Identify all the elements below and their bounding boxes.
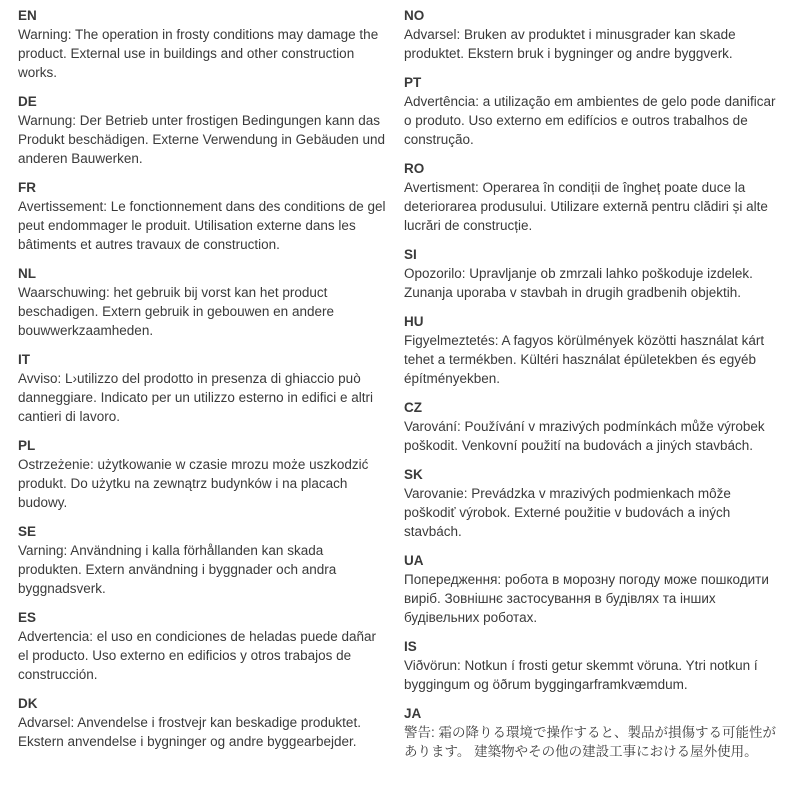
warning-text-it: Avviso: L›utilizzo del prodotto in presenza di ghiaccio può danneggiare. Indicato per un utilizzo esterno in edifici e altri cantieri di lavoro. bbox=[18, 371, 373, 424]
lang-section-en bbox=[18, 6, 390, 82]
lang-section-sk bbox=[404, 465, 776, 541]
language-code-no: NO bbox=[404, 8, 425, 23]
lang-section-hu bbox=[404, 312, 776, 388]
language-code-sk: SK bbox=[404, 467, 423, 482]
warning-text-ja: 警告: 霜の降りる環境で操作すると、製品が損傷する可能性があります。 建築物やその他の建設工事における屋外使用。 bbox=[404, 725, 777, 759]
left-column bbox=[18, 6, 390, 800]
language-code-pt: PT bbox=[404, 75, 422, 90]
language-code-pl: PL bbox=[18, 438, 36, 453]
lang-section-cz bbox=[404, 398, 776, 455]
lang-section-dk bbox=[18, 694, 390, 751]
lang-section-no bbox=[404, 6, 776, 63]
language-code-is: IS bbox=[404, 639, 417, 654]
warning-text-sk: Varovanie: Prevádzka v mrazivých podmienkach môže poškodiť výrobok. Externé použitie v budovách a iných stavbách. bbox=[404, 486, 731, 539]
warning-text-dk: Advarsel: Anvendelse i frostvejr kan beskadige produktet. Ekstern anvendelse i bygninger og andre byggearbejder. bbox=[18, 715, 361, 749]
warning-text-se: Varning: Användning i kalla förhållanden kan skada produkten. Extern användning i byggnader och andra byggnadsverk. bbox=[18, 543, 337, 596]
lang-section-ja bbox=[404, 704, 776, 761]
lang-section-fr bbox=[18, 178, 390, 254]
language-code-es: ES bbox=[18, 610, 37, 625]
language-code-en: EN bbox=[18, 8, 37, 23]
language-code-se: SE bbox=[18, 524, 37, 539]
warning-text-en: Warning: The operation in frosty conditions may damage the product. External use in buildings and other construction works. bbox=[18, 27, 379, 80]
lang-section-nl bbox=[18, 264, 390, 340]
right-column bbox=[404, 6, 776, 800]
lang-section-ro bbox=[404, 159, 776, 235]
warning-text-no: Advarsel: Bruken av produktet i minusgrader kan skade produktet. Ekstern bruk i bygninger og andre byggverk. bbox=[404, 27, 736, 61]
warning-text-si: Opozorilo: Upravljanje ob zmrzali lahko poškoduje izdelek. Zunanja uporaba v stavbah in drugih gradbenih objektih. bbox=[404, 266, 753, 300]
language-code-fr: FR bbox=[18, 180, 36, 195]
language-code-de: DE bbox=[18, 94, 37, 109]
language-code-nl: NL bbox=[18, 266, 36, 281]
warning-text-pl: Ostrzeżenie: użytkowanie w czasie mrozu może uszkodzić produkt. Do użytku na zewnątrz budynków i na placach budowy. bbox=[18, 457, 369, 510]
lang-section-se bbox=[18, 522, 390, 598]
language-code-ro: RO bbox=[404, 161, 425, 176]
language-code-ja: JA bbox=[404, 706, 422, 721]
warning-text-es: Advertencia: el uso en condiciones de heladas puede dañar el producto. Uso externo en edificios y otros trabajos de construcción. bbox=[18, 629, 377, 682]
warning-text-ua: Попередження: робота в морозну погоду може пошкодити виріб. Зовнішнє застосування в будівлях та інших будівельних роботах. bbox=[404, 572, 769, 625]
warning-text-pt: Advertência: a utilização em ambientes de gelo pode danificar o produto. Uso externo em edifícios e outros trabalhos de construção. bbox=[404, 94, 776, 147]
warning-text-is: Viðvörun: Notkun í frosti getur skemmt vöruna. Ytri notkun í byggingum og öðrum byggingarframkvæmdum. bbox=[404, 658, 758, 692]
warning-text-fr: Avertissement: Le fonctionnement dans des conditions de gel peut endommager le produit. Utilisation externe dans les bâtiments et autres travaux de construction. bbox=[18, 199, 386, 252]
lang-section-pl bbox=[18, 436, 390, 512]
warning-text-hu: Figyelmeztetés: A fagyos körülmények közötti használat kárt tehet a termékben. Kültéri használat épületekben és egyéb építményekben. bbox=[404, 333, 765, 386]
warning-text-ro: Avertisment: Operarea în condiții de îngheț poate duce la deteriorarea produsului. Utilizare externă pentru clădiri și alte lucrări de construcție. bbox=[404, 180, 768, 233]
language-code-si: SI bbox=[404, 247, 417, 262]
lang-section-is bbox=[404, 637, 776, 694]
lang-section-pt bbox=[404, 73, 776, 149]
lang-section-ua bbox=[404, 551, 776, 627]
language-code-it: IT bbox=[18, 352, 30, 367]
language-code-cz: CZ bbox=[404, 400, 422, 415]
language-code-hu: HU bbox=[404, 314, 424, 329]
lang-section-de bbox=[18, 92, 390, 168]
warning-text-de: Warnung: Der Betrieb unter frostigen Bedingungen kann das Produkt beschädigen. Externe Verwendung in Gebäuden und anderen Bauwerken. bbox=[18, 113, 386, 166]
lang-section-es bbox=[18, 608, 390, 684]
warning-text-nl: Waarschuwing: het gebruik bij vorst kan het product beschadigen. Extern gebruik in gebouwen en andere bouwwerkzaamheden. bbox=[18, 285, 334, 338]
language-code-dk: DK bbox=[18, 696, 38, 711]
lang-section-si bbox=[404, 245, 776, 302]
lang-section-it bbox=[18, 350, 390, 426]
warning-text-cz: Varování: Používání v mrazivých podmínkách může výrobek poškodit. Venkovní použití na budovách a jiných stavbách. bbox=[404, 419, 765, 453]
language-code-ua: UA bbox=[404, 553, 424, 568]
